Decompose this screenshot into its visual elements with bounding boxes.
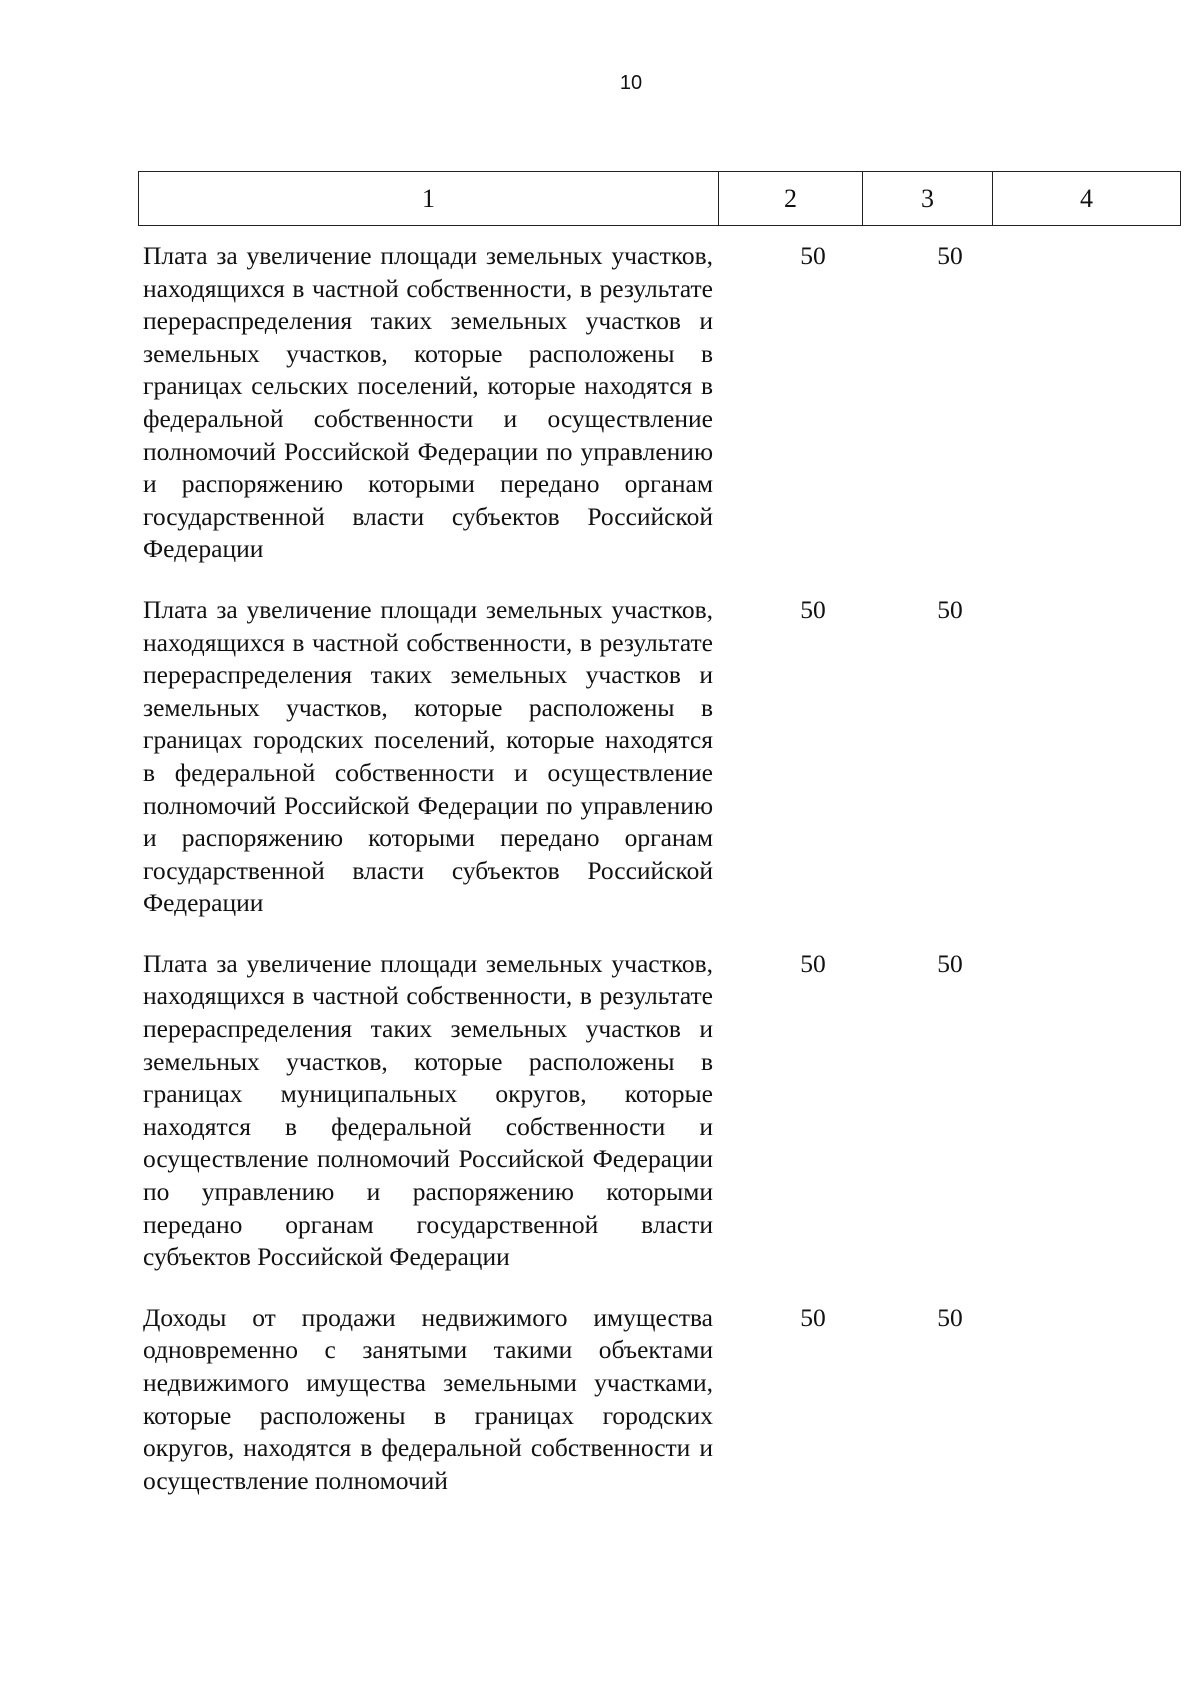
header-col-2: 2 (719, 172, 863, 226)
header-row (139, 172, 1181, 226)
table-header (138, 171, 1181, 226)
row-value-col3: 50 (937, 948, 963, 978)
header-col-1: 1 (139, 172, 719, 226)
header-col-3: 3 (863, 172, 993, 226)
table-body (143, 240, 1183, 1525)
table-row (143, 948, 1183, 1274)
row-description: Доходы от продажи недвижимого имущества одновременно с занятыми такими объектами недвижимого имущества земельными участками, которые расположены в границах городских округов, находятся в федеральной собственности и осуществление полномочий (143, 1302, 713, 1495)
row-description: Плата за увеличение площади земельных участков, находящихся в частной собственности, в результате перераспределения таких земельных участков и земельных участков, которые расположены в границах муниципальных округов, которые находятся в федеральной собственности и осуществление полномочий Российской Федерации по управлению и распоряжению которыми передано органам государственной власти субъектов Российской Федерации (143, 948, 713, 1272)
row-description: Плата за увеличение площади земельных участков, находящихся в частной собственности, в результате перераспределения таких земельных участков и земельных участков, которые расположены в границах городских поселений, которые находятся в федеральной собственности и осуществление полномочий Российской Федерации по управлению и распоряжению которыми передано органам государственной власти субъектов Российской Федерации (143, 594, 713, 918)
row-value-col3: 50 (937, 1302, 963, 1332)
table-row (143, 1302, 1183, 1498)
row-value-col2: 50 (800, 1302, 826, 1332)
header-col-4: 4 (993, 172, 1181, 226)
row-value-col2: 50 (800, 948, 826, 978)
table-row (143, 240, 1183, 566)
page-number: 10 (619, 72, 643, 94)
row-description: Плата за увеличение площади земельных участков, находящихся в частной собственности, в результате перераспределения таких земельных участков и земельных участков, которые расположены в границах сельских поселений, которые находятся в федеральной собственности и осуществление полномочий Российской Федерации по управлению и распоряжению которыми передано органам государственной власти субъектов Российской Федерации (143, 241, 713, 564)
row-value-col2: 50 (800, 594, 826, 624)
row-value-col2: 50 (800, 241, 826, 270)
table-row (143, 594, 1183, 920)
row-value-col3: 50 (937, 594, 963, 624)
row-value-col3: 50 (937, 241, 963, 270)
